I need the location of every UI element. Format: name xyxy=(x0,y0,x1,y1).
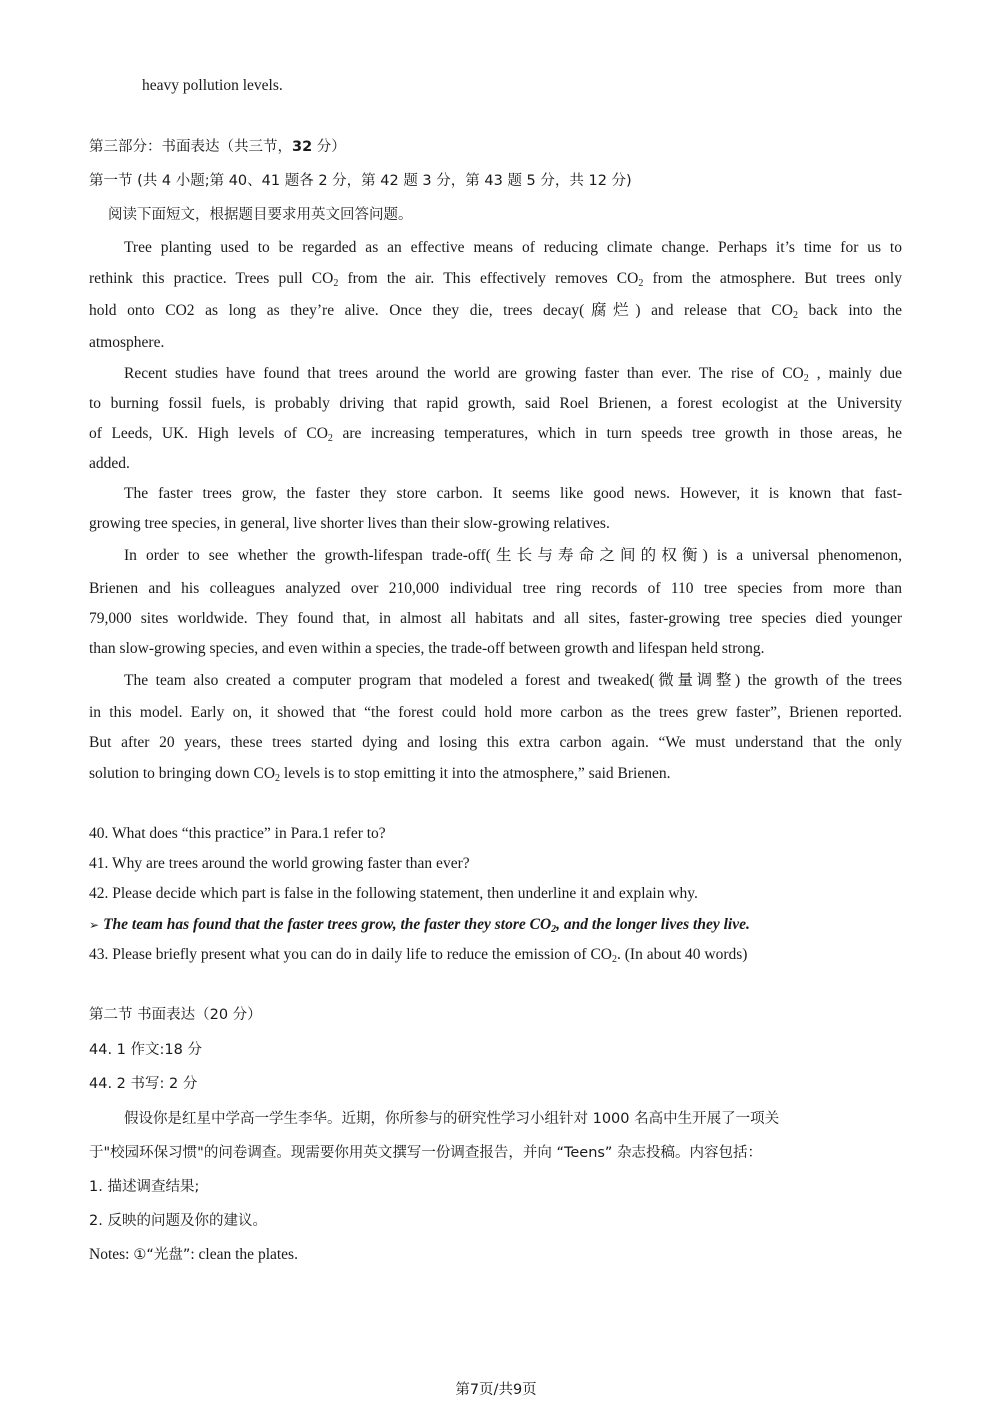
arrow-bullet-icon: ➢ xyxy=(89,918,100,932)
page-number: 第7页/共9页 xyxy=(455,1382,537,1398)
question-43: 43. Please briefly present what you can do in daily life to reduce the emission of $CO_2$. (In about 40 words) xyxy=(89,946,748,965)
passage-line: to burning fossil fuels, is probably driving that rapid growth, said Roel Brienen, a forest ecologist at the University xyxy=(89,395,902,412)
passage-line: The faster trees grow, the faster they store carbon. It seems like good news. However, it is known that fast- xyxy=(124,485,902,502)
passage-line: Recent studies have found that trees around the world are growing faster than ever. The rise of $CO_2$ , mainly due xyxy=(124,365,902,384)
notes-line: Notes: ①“光盘”: clean the plates. xyxy=(89,1246,298,1263)
score-item-44-2: 44. 2 书写: 2 分 xyxy=(89,1076,198,1092)
passage-line: of Leeds, UK. High levels of $CO_2$ are increasing temperatures, which in turn speeds tree growth in those areas, he xyxy=(89,425,902,444)
passage-line: solution to bringing down $CO_2$ levels is to stop emitting it into the atmosphere,” said Brienen. xyxy=(89,765,671,784)
passage-line: The team also created a computer program that modeled a forest and tweaked(微量调整) the growth of the trees xyxy=(124,672,902,689)
passage-line: added. xyxy=(89,455,130,472)
passage-line: Tree planting used to be regarded as an effective means of reducing climate change. Perhaps it’s time for us to xyxy=(124,239,902,256)
task-description-line: 于"校园环保习惯"的问卷调查。现需要你用英文撰写一份调查报告，并向 “Teens” 杂志投稿。内容包括： xyxy=(89,1145,763,1161)
passage-line: growing tree species, in general, live shorter lives than their slow-growing relatives. xyxy=(89,515,610,532)
section2-heading: 第二节 书面表达（20 分） xyxy=(89,1007,262,1023)
task-item-2: 2. 反映的问题及你的建议。 xyxy=(89,1213,267,1229)
passage-line: Brienen and his colleagues analyzed over 210,000 individual tree ring records of 110 tree species from more than xyxy=(89,580,902,597)
passage-line: than slow-growing species, and even within a species, the trade-off between growth and lifespan held strong. xyxy=(89,640,765,657)
passage-line: But after 20 years, these trees started dying and losing this extra carbon again. “We must understand that the only xyxy=(89,734,902,751)
part3-heading: 第三部分：书面表达（共三节，32 分） xyxy=(89,139,346,155)
passage-line: hold onto CO2 as long as they’re alive. Once they die, trees decay(腐烂) and release that $CO_2$ back into the xyxy=(89,302,902,321)
question-42-statement: ➢ The team has found that the faster trees grow, the faster they store $CO_2$, and the longer lives they live. xyxy=(89,916,750,935)
passage-line: atmosphere. xyxy=(89,334,165,351)
task-item-1: 1. 描述调查结果; xyxy=(89,1179,200,1195)
question-41: 41. Why are trees around the world growing faster than ever? xyxy=(89,855,470,872)
passage-line: in this model. Early on, it showed that “the forest could hold more carbon as the trees grew faster”, Brienen reported. xyxy=(89,704,902,721)
reading-instruction: 阅读下面短文，根据题目要求用英文回答问题。 xyxy=(108,207,413,223)
score-item-44-1: 44. 1 作文:18 分 xyxy=(89,1042,202,1058)
prev-text-fragment: heavy pollution levels. xyxy=(142,77,283,94)
question-42: 42. Please decide which part is false in the following statement, then underline it and explain why. xyxy=(89,885,698,902)
task-description-line: 假设你是红星中学高一学生李华。近期，你所参与的研究性学习小组针对 1000 名高中生开展了一项关 xyxy=(124,1111,780,1127)
passage-line: 79,000 sites worldwide. They found that, in almost all habitats and all sites, faster-growing tree species died younger xyxy=(89,610,902,627)
question-40: 40. What does “this practice” in Para.1 refer to? xyxy=(89,825,386,842)
passage-line: rethink this practice. Trees pull $CO_2$ from the air. This effectively removes $CO_2$ from the atmosphere. But trees only xyxy=(89,270,902,289)
passage-line: In order to see whether the growth-lifespan trade-off(生长与寿命之间的权衡) is a universal phenomenon, xyxy=(124,547,902,564)
section1-heading: 第一节 (共 4 小题;第 40、41 题各 2 分，第 42 题 3 分，第 43 题 5 分，共 12 分) xyxy=(89,173,632,189)
